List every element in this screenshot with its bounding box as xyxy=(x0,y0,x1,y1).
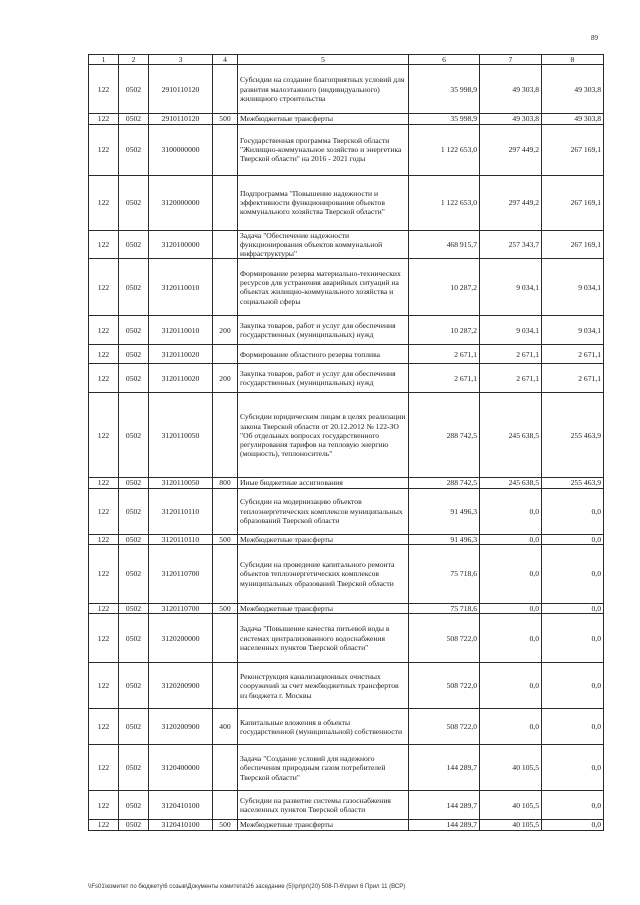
table-row xyxy=(89,663,604,709)
table-row xyxy=(89,478,604,488)
target-article-cell: 3120110700 xyxy=(149,604,213,614)
amount-year2-cell: 49 303,8 xyxy=(480,65,542,114)
expense-type-cell: 500 xyxy=(213,534,238,544)
amount-year1-cell: 1 122 653,0 xyxy=(409,175,480,230)
expense-type-cell: 500 xyxy=(213,820,238,830)
amount-year2-cell: 2 671,1 xyxy=(480,345,542,364)
section-code-cell: 0502 xyxy=(119,175,149,230)
amount-year1-cell: 468 915,7 xyxy=(409,230,480,259)
ministry-code-cell: 122 xyxy=(89,65,119,114)
page-number: 89 xyxy=(591,34,598,42)
table-row xyxy=(89,614,604,663)
column-header: 2 xyxy=(119,55,149,65)
amount-year3-cell: 0,0 xyxy=(542,488,604,534)
amount-year3-cell: 267 169,1 xyxy=(542,175,604,230)
expense-type-cell xyxy=(213,259,238,316)
amount-year1-cell: 10 287,2 xyxy=(409,316,480,345)
section-code-cell: 0502 xyxy=(119,534,149,544)
amount-year1-cell: 1 122 653,0 xyxy=(409,124,480,175)
amount-year2-cell: 9 034,1 xyxy=(480,316,542,345)
expense-type-cell: 200 xyxy=(213,364,238,393)
amount-year3-cell: 0,0 xyxy=(542,820,604,830)
table-row xyxy=(89,488,604,534)
table-row xyxy=(89,124,604,175)
amount-year3-cell: 0,0 xyxy=(542,604,604,614)
description-cell: Субсидии юридическим лицам в целях реализации закона Тверской области от 20.12.2012 № 122-ЗО "Об отдельных вопросах государственного регулирования тарифов на тепловую энергию (мощность), теплоноситель" xyxy=(238,393,409,478)
target-article-cell: 3120110050 xyxy=(149,478,213,488)
amount-year3-cell: 49 303,8 xyxy=(542,114,604,124)
table-row xyxy=(89,534,604,544)
amount-year1-cell: 10 287,2 xyxy=(409,259,480,316)
amount-year3-cell: 0,0 xyxy=(542,534,604,544)
section-code-cell: 0502 xyxy=(119,364,149,393)
amount-year2-cell: 0,0 xyxy=(480,604,542,614)
section-code-cell: 0502 xyxy=(119,65,149,114)
table-row xyxy=(89,230,604,259)
amount-year1-cell: 144 289,7 xyxy=(409,820,480,830)
description-cell: Реконструкция канализационных очистных сооружений за счет межбюджетных трансфертов из бюджета г. Москвы xyxy=(238,663,409,709)
amount-year2-cell: 0,0 xyxy=(480,709,542,745)
target-article-cell: 2910110120 xyxy=(149,114,213,124)
amount-year2-cell: 0,0 xyxy=(480,488,542,534)
amount-year1-cell: 75 718,6 xyxy=(409,545,480,604)
ministry-code-cell: 122 xyxy=(89,604,119,614)
table-row xyxy=(89,65,604,114)
table-row xyxy=(89,820,604,830)
table-row xyxy=(89,114,604,124)
amount-year3-cell: 267 169,1 xyxy=(542,124,604,175)
amount-year2-cell: 49 303,8 xyxy=(480,114,542,124)
target-article-cell: 2910110120 xyxy=(149,65,213,114)
expense-type-cell xyxy=(213,65,238,114)
section-code-cell: 0502 xyxy=(119,393,149,478)
expense-type-cell xyxy=(213,791,238,820)
description-cell: Задача "Повышение качества питьевой воды в системах централизованного водоснабжения населенных пунктов Тверской области" xyxy=(238,614,409,663)
description-cell: Межбюджетные трансферты xyxy=(238,114,409,124)
ministry-code-cell: 122 xyxy=(89,230,119,259)
section-code-cell: 0502 xyxy=(119,791,149,820)
ministry-code-cell: 122 xyxy=(89,114,119,124)
target-article-cell: 3100000000 xyxy=(149,124,213,175)
ministry-code-cell: 122 xyxy=(89,393,119,478)
budget-table xyxy=(88,54,604,831)
amount-year1-cell: 91 496,3 xyxy=(409,488,480,534)
expense-type-cell xyxy=(213,345,238,364)
description-cell: Формирование резерва материально-технических ресурсов для устранения аварийных ситуаций на объектах жилищно-коммунального хозяйства и социальной сферы xyxy=(238,259,409,316)
description-cell: Закупка товаров, работ и услуг для обеспечения государственных (муниципальных) нужд xyxy=(238,316,409,345)
table-row xyxy=(89,364,604,393)
expense-type-cell xyxy=(213,545,238,604)
table-row xyxy=(89,791,604,820)
target-article-cell: 3120110050 xyxy=(149,393,213,478)
target-article-cell: 3120110010 xyxy=(149,259,213,316)
ministry-code-cell: 122 xyxy=(89,364,119,393)
file-path-footer: \\Fs01\комитет по бюджету\6 созыв\Документы комитета\26 заседание (5)\pr\pr\(20) 508-П-6\прил 6 Прил 11 (ВСР) xyxy=(88,884,406,890)
amount-year1-cell: 508 722,0 xyxy=(409,614,480,663)
amount-year3-cell: 255 463,9 xyxy=(542,393,604,478)
column-header: 1 xyxy=(89,55,119,65)
description-cell: Межбюджетные трансферты xyxy=(238,604,409,614)
ministry-code-cell: 122 xyxy=(89,745,119,791)
amount-year3-cell: 0,0 xyxy=(542,545,604,604)
description-cell: Субсидии на развитие системы газоснабжения населенных пунктов Тверской области xyxy=(238,791,409,820)
target-article-cell: 3120110020 xyxy=(149,364,213,393)
amount-year3-cell: 2 671,1 xyxy=(542,364,604,393)
table-row xyxy=(89,709,604,745)
amount-year1-cell: 35 998,9 xyxy=(409,65,480,114)
amount-year2-cell: 0,0 xyxy=(480,614,542,663)
ministry-code-cell: 122 xyxy=(89,259,119,316)
expense-type-cell xyxy=(213,230,238,259)
section-code-cell: 0502 xyxy=(119,614,149,663)
target-article-cell: 3120000000 xyxy=(149,175,213,230)
target-article-cell: 3120110020 xyxy=(149,345,213,364)
description-cell: Субсидии на модернизацию объектов теплоэнергетических комплексов муниципальных образований Тверской области xyxy=(238,488,409,534)
expense-type-cell: 200 xyxy=(213,316,238,345)
target-article-cell: 3120110010 xyxy=(149,316,213,345)
description-cell: Субсидии на проведение капитального ремонта объектов теплоэнергетических комплексов муниципальных образований Тверской области xyxy=(238,545,409,604)
ministry-code-cell: 122 xyxy=(89,124,119,175)
amount-year3-cell: 255 463,9 xyxy=(542,478,604,488)
ministry-code-cell: 122 xyxy=(89,820,119,830)
section-code-cell: 0502 xyxy=(119,316,149,345)
section-code-cell: 0502 xyxy=(119,604,149,614)
amount-year3-cell: 2 671,1 xyxy=(542,345,604,364)
target-article-cell: 3120100000 xyxy=(149,230,213,259)
ministry-code-cell: 122 xyxy=(89,545,119,604)
amount-year1-cell: 508 722,0 xyxy=(409,663,480,709)
section-code-cell: 0502 xyxy=(119,488,149,534)
table-row xyxy=(89,175,604,230)
amount-year1-cell: 2 671,1 xyxy=(409,345,480,364)
expense-type-cell xyxy=(213,393,238,478)
ministry-code-cell: 122 xyxy=(89,345,119,364)
expense-type-cell: 800 xyxy=(213,478,238,488)
section-code-cell: 0502 xyxy=(119,709,149,745)
description-cell: Формирование областного резерва топлива xyxy=(238,345,409,364)
amount-year2-cell: 2 671,1 xyxy=(480,364,542,393)
target-article-cell: 3120200900 xyxy=(149,709,213,745)
description-cell: Государственная программа Тверской области "Жилищно-коммунальное хозяйство и энергетика Тверской области" на 2016 - 2021 годы xyxy=(238,124,409,175)
table-row xyxy=(89,745,604,791)
amount-year1-cell: 35 998,9 xyxy=(409,114,480,124)
table-row xyxy=(89,316,604,345)
amount-year2-cell: 245 638,5 xyxy=(480,478,542,488)
amount-year2-cell: 40 105,5 xyxy=(480,745,542,791)
column-header: 3 xyxy=(149,55,213,65)
expense-type-cell xyxy=(213,614,238,663)
section-code-cell: 0502 xyxy=(119,545,149,604)
expense-type-cell: 400 xyxy=(213,709,238,745)
amount-year2-cell: 245 638,5 xyxy=(480,393,542,478)
expense-type-cell xyxy=(213,663,238,709)
ministry-code-cell: 122 xyxy=(89,534,119,544)
amount-year1-cell: 508 722,0 xyxy=(409,709,480,745)
amount-year3-cell: 9 034,1 xyxy=(542,259,604,316)
target-article-cell: 3120200000 xyxy=(149,614,213,663)
target-article-cell: 3120110110 xyxy=(149,534,213,544)
amount-year3-cell: 9 034,1 xyxy=(542,316,604,345)
table-row xyxy=(89,345,604,364)
expense-type-cell xyxy=(213,175,238,230)
table-row xyxy=(89,545,604,604)
section-code-cell: 0502 xyxy=(119,259,149,316)
description-cell: Межбюджетные трансферты xyxy=(238,820,409,830)
ministry-code-cell: 122 xyxy=(89,316,119,345)
amount-year2-cell: 257 343,7 xyxy=(480,230,542,259)
ministry-code-cell: 122 xyxy=(89,791,119,820)
ministry-code-cell: 122 xyxy=(89,478,119,488)
amount-year3-cell: 0,0 xyxy=(542,791,604,820)
description-cell: Межбюджетные трансферты xyxy=(238,534,409,544)
target-article-cell: 3120410100 xyxy=(149,791,213,820)
amount-year2-cell: 40 105,5 xyxy=(480,820,542,830)
amount-year1-cell: 2 671,1 xyxy=(409,364,480,393)
amount-year2-cell: 40 105,5 xyxy=(480,791,542,820)
column-header: 8 xyxy=(542,55,604,65)
section-code-cell: 0502 xyxy=(119,124,149,175)
column-header: 5 xyxy=(238,55,409,65)
section-code-cell: 0502 xyxy=(119,745,149,791)
expense-type-cell xyxy=(213,488,238,534)
column-header: 4 xyxy=(213,55,238,65)
expense-type-cell: 500 xyxy=(213,604,238,614)
section-code-cell: 0502 xyxy=(119,230,149,259)
column-header: 7 xyxy=(480,55,542,65)
target-article-cell: 3120110700 xyxy=(149,545,213,604)
amount-year2-cell: 297 449,2 xyxy=(480,175,542,230)
amount-year3-cell: 49 303,8 xyxy=(542,65,604,114)
amount-year2-cell: 0,0 xyxy=(480,663,542,709)
amount-year3-cell: 0,0 xyxy=(542,709,604,745)
table-row xyxy=(89,393,604,478)
ministry-code-cell: 122 xyxy=(89,663,119,709)
expense-type-cell: 500 xyxy=(213,114,238,124)
amount-year3-cell: 0,0 xyxy=(542,745,604,791)
amount-year1-cell: 288 742,5 xyxy=(409,393,480,478)
section-code-cell: 0502 xyxy=(119,114,149,124)
target-article-cell: 3120410100 xyxy=(149,820,213,830)
amount-year3-cell: 0,0 xyxy=(542,663,604,709)
description-cell: Иные бюджетные ассигнования xyxy=(238,478,409,488)
amount-year2-cell: 0,0 xyxy=(480,545,542,604)
amount-year3-cell: 267 169,1 xyxy=(542,230,604,259)
ministry-code-cell: 122 xyxy=(89,709,119,745)
description-cell: Закупка товаров, работ и услуг для обеспечения государственных (муниципальных) нужд xyxy=(238,364,409,393)
ministry-code-cell: 122 xyxy=(89,175,119,230)
table-row xyxy=(89,259,604,316)
table-row xyxy=(89,604,604,614)
target-article-cell: 3120400000 xyxy=(149,745,213,791)
section-code-cell: 0502 xyxy=(119,663,149,709)
section-code-cell: 0502 xyxy=(119,345,149,364)
amount-year2-cell: 297 449,2 xyxy=(480,124,542,175)
amount-year1-cell: 91 496,3 xyxy=(409,534,480,544)
column-header: 6 xyxy=(409,55,480,65)
amount-year2-cell: 9 034,1 xyxy=(480,259,542,316)
amount-year1-cell: 144 289,7 xyxy=(409,791,480,820)
amount-year2-cell: 0,0 xyxy=(480,534,542,544)
description-cell: Капитальные вложения в объекты государственной (муниципальной) собственности xyxy=(238,709,409,745)
section-code-cell: 0502 xyxy=(119,478,149,488)
expense-type-cell xyxy=(213,745,238,791)
section-code-cell: 0502 xyxy=(119,820,149,830)
expense-type-cell xyxy=(213,124,238,175)
ministry-code-cell: 122 xyxy=(89,488,119,534)
target-article-cell: 3120200900 xyxy=(149,663,213,709)
ministry-code-cell: 122 xyxy=(89,614,119,663)
amount-year1-cell: 288 742,5 xyxy=(409,478,480,488)
amount-year1-cell: 75 718,6 xyxy=(409,604,480,614)
amount-year3-cell: 0,0 xyxy=(542,614,604,663)
description-cell: Задача "Обеспечение надежности функционирования объектов коммунальной инфраструктуры" xyxy=(238,230,409,259)
description-cell: Субсидии на создание благоприятных условий для развития малоэтажного (индивидуального) жилищного строительства xyxy=(238,65,409,114)
column-number-row xyxy=(89,55,604,65)
target-article-cell: 3120110110 xyxy=(149,488,213,534)
description-cell: Задача "Создание условий для надежного обеспечения природным газом потребителей Тверской области" xyxy=(238,745,409,791)
description-cell: Подпрограмма "Повышение надежности и эффективности функционирования объектов коммунального хозяйства Тверской области" xyxy=(238,175,409,230)
amount-year1-cell: 144 289,7 xyxy=(409,745,480,791)
